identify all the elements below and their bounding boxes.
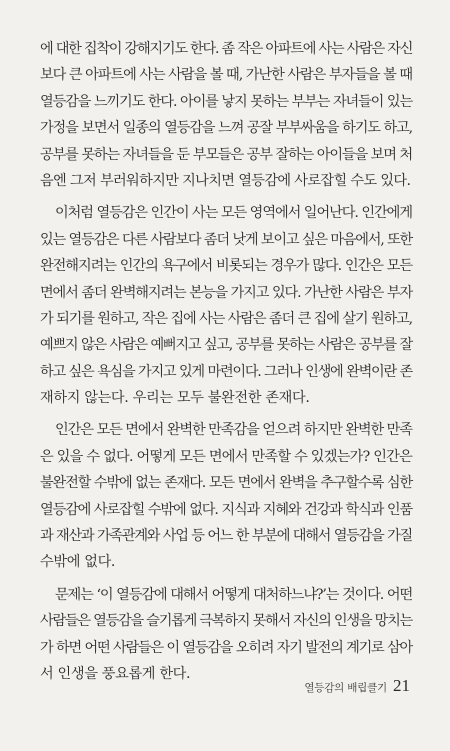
text-line: 가정을 보면서 일종의 열등감을 느껴 공잘 부부싸움을 하기도 하고, (40, 120, 412, 137)
text-line: 인간은 모든 면에서 완벽한 만족감을 얻으려 하지만 완벽한 만족 (55, 422, 412, 439)
text-line: 열등감을 느끼기도 한다. 아이를 낳지 못하는 부부는 자녀들이 있는 (40, 93, 412, 110)
text-line: 은 있을 수 없다. 어떻게 모든 면에서 만족할 수 있겠는가? 인간은 (40, 448, 413, 465)
text-line: 사람들은 열등감을 슬기롭게 극복하지 못해서 자신의 인생을 망치는 (40, 613, 412, 630)
text-line: 예쁘지 않은 사람은 예뻐지고 싶고, 공부를 못하는 사람은 공부를 잘 (40, 337, 412, 354)
text-line: 이처럼 열등감은 인간이 사는 모든 영역에서 일어난다. 인간에게 (55, 205, 412, 222)
running-title: 열등감의 배립클기 (304, 682, 387, 694)
text-line: 보다 큰 아파트에 사는 사람을 볼 때, 가난한 사람은 부자들을 볼 때 (40, 67, 412, 84)
page-number: 21 (393, 676, 410, 695)
text-line: 음엔 그저 부러워하지만 지나치면 열등감에 사로잡힐 수도 있다. (40, 172, 411, 189)
text-line: 문제는 ‘이 열등감에 대해서 어떻게 대처하느냐?’는 것이다. 어떤 (55, 586, 412, 603)
text-line: 수밖에 없다. (40, 554, 116, 571)
text-line: 열등감에 사로잡힐 수밖에 없다. 지식과 지혜와 건강과 학식과 인품 (40, 501, 412, 518)
text-line: 면에서 좀더 완벽해지려는 본능을 가지고 있다. 가난한 사람은 부자 (40, 284, 412, 301)
text-line: 가 하면 어떤 사람들은 이 열등감을 오히려 자기 발전의 계기로 삼아 (40, 639, 412, 656)
paragraph (40, 417, 412, 575)
text-line: 가 되기를 원하고, 작은 집에 사는 사람은 좀더 큰 집에 살기 원하고, (40, 310, 412, 327)
text-line: 과 재산과 가족관계와 사업 등 어느 한 부분에 대해서 열등감을 가질 (40, 528, 412, 545)
page-footer (304, 676, 410, 700)
paragraph (40, 36, 412, 194)
text-line: 재하지 않는다. 우리는 모두 불완전한 존재다. (40, 390, 310, 407)
text-line: 완전해지려는 인간의 욕구에서 비롯되는 경우가 많다. 인간은 모든 (40, 258, 412, 275)
text-line: 서 인생을 풍요롭게 한다. (40, 665, 191, 682)
text-line: 에 대한 집착이 강해지기도 한다. 좀 작은 아파트에 사는 사람은 자신 (40, 41, 413, 57)
text-line: 있는 열등감은 다른 사람보다 좀더 낫게 보이고 싶은 마음에서, 또한 (40, 231, 412, 248)
text-line: 하고 싶은 욕심을 가지고 있게 마련이다. 그러나 인생에 완벽이란 존 (40, 363, 412, 380)
body-text (40, 36, 412, 687)
paragraph (40, 200, 412, 411)
text-line: 공부를 못하는 자녀들을 둔 부모들은 공부 잘하는 아이들을 보며 처 (40, 146, 412, 163)
text-line: 불완전할 수밖에 없는 존재다. 모든 면에서 완벽을 추구할수록 심한 (40, 475, 412, 492)
paragraph (40, 582, 412, 688)
